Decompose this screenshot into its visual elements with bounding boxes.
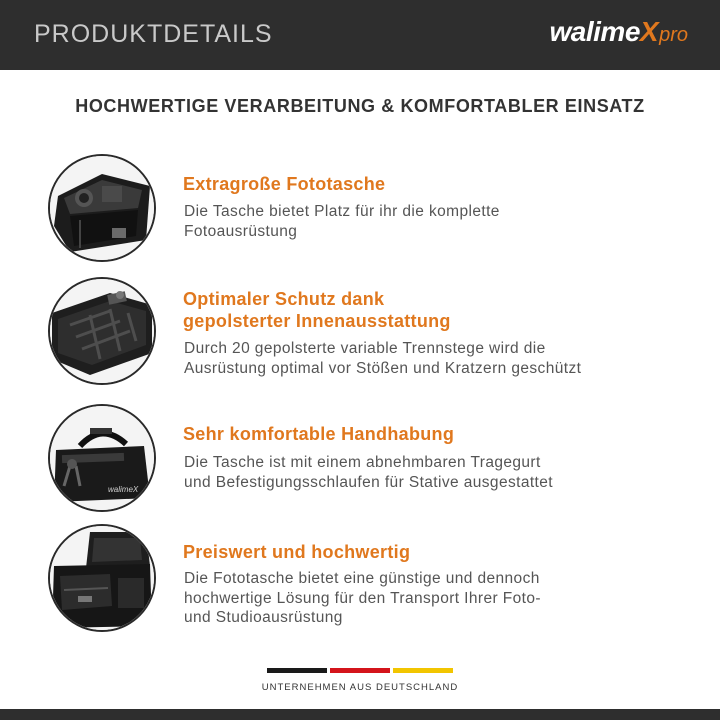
footer-tagline: UNTERNEHMEN AUS DEUTSCHLAND <box>261 682 459 693</box>
feature-desc-line: und Befestigungsschlaufen für Stative ausgestattet <box>184 473 553 491</box>
footer-bar <box>0 709 720 720</box>
feature-title: Preiswert und hochwertig <box>183 542 411 562</box>
feature-title: Optimaler Schutz dank <box>183 289 385 309</box>
feature-desc-line: Die Tasche bietet Platz für ihr die komplette <box>184 203 500 220</box>
svg-text:walimeX: walimeX <box>108 485 139 494</box>
feature-title: Extragroße Fototasche <box>183 174 386 194</box>
feature-title: gepolsterter Innenausstattung <box>183 311 451 331</box>
bag-front-image <box>48 524 156 632</box>
feature-desc-line: Durch 20 gepolsterte variable Trennstege wird die <box>184 340 546 357</box>
page-title: PRODUKTDETAILS <box>34 20 273 48</box>
feature-desc-line: Die Fototasche bietet eine günstige und dennoch <box>184 570 540 587</box>
brand-logo <box>550 16 688 52</box>
header-bar <box>0 0 720 70</box>
feature-title: Sehr komfortable Handhabung <box>183 424 455 444</box>
feature-desc-line: hochwertige Lösung für den Transport Ihrer Foto- <box>184 589 541 607</box>
logo-wordmark: walime <box>549 16 640 47</box>
flag-stripe-gold <box>393 668 453 673</box>
feature-desc-line: Fotoausrüstung <box>184 222 298 240</box>
bag-with-tripod-image <box>48 404 156 512</box>
feature-desc-line: Ausrüstung optimal vor Stößen und Kratzern geschützt <box>184 359 582 377</box>
logo-pro: pro <box>659 24 688 46</box>
bag-open-image <box>48 154 156 262</box>
logo-x: X <box>639 16 659 47</box>
flag-stripe-black <box>267 668 327 673</box>
feature-desc-line: Die Tasche ist mit einem abnehmbaren Tragegurt <box>184 454 541 471</box>
padded-dividers-image <box>48 277 156 385</box>
feature-desc-line: und Studioausrüstung <box>184 609 343 626</box>
section-headline: HOCHWERTIGE VERARBEITUNG & KOMFORTABLER EINSATZ <box>75 96 645 116</box>
flag-stripe-red <box>330 668 390 673</box>
